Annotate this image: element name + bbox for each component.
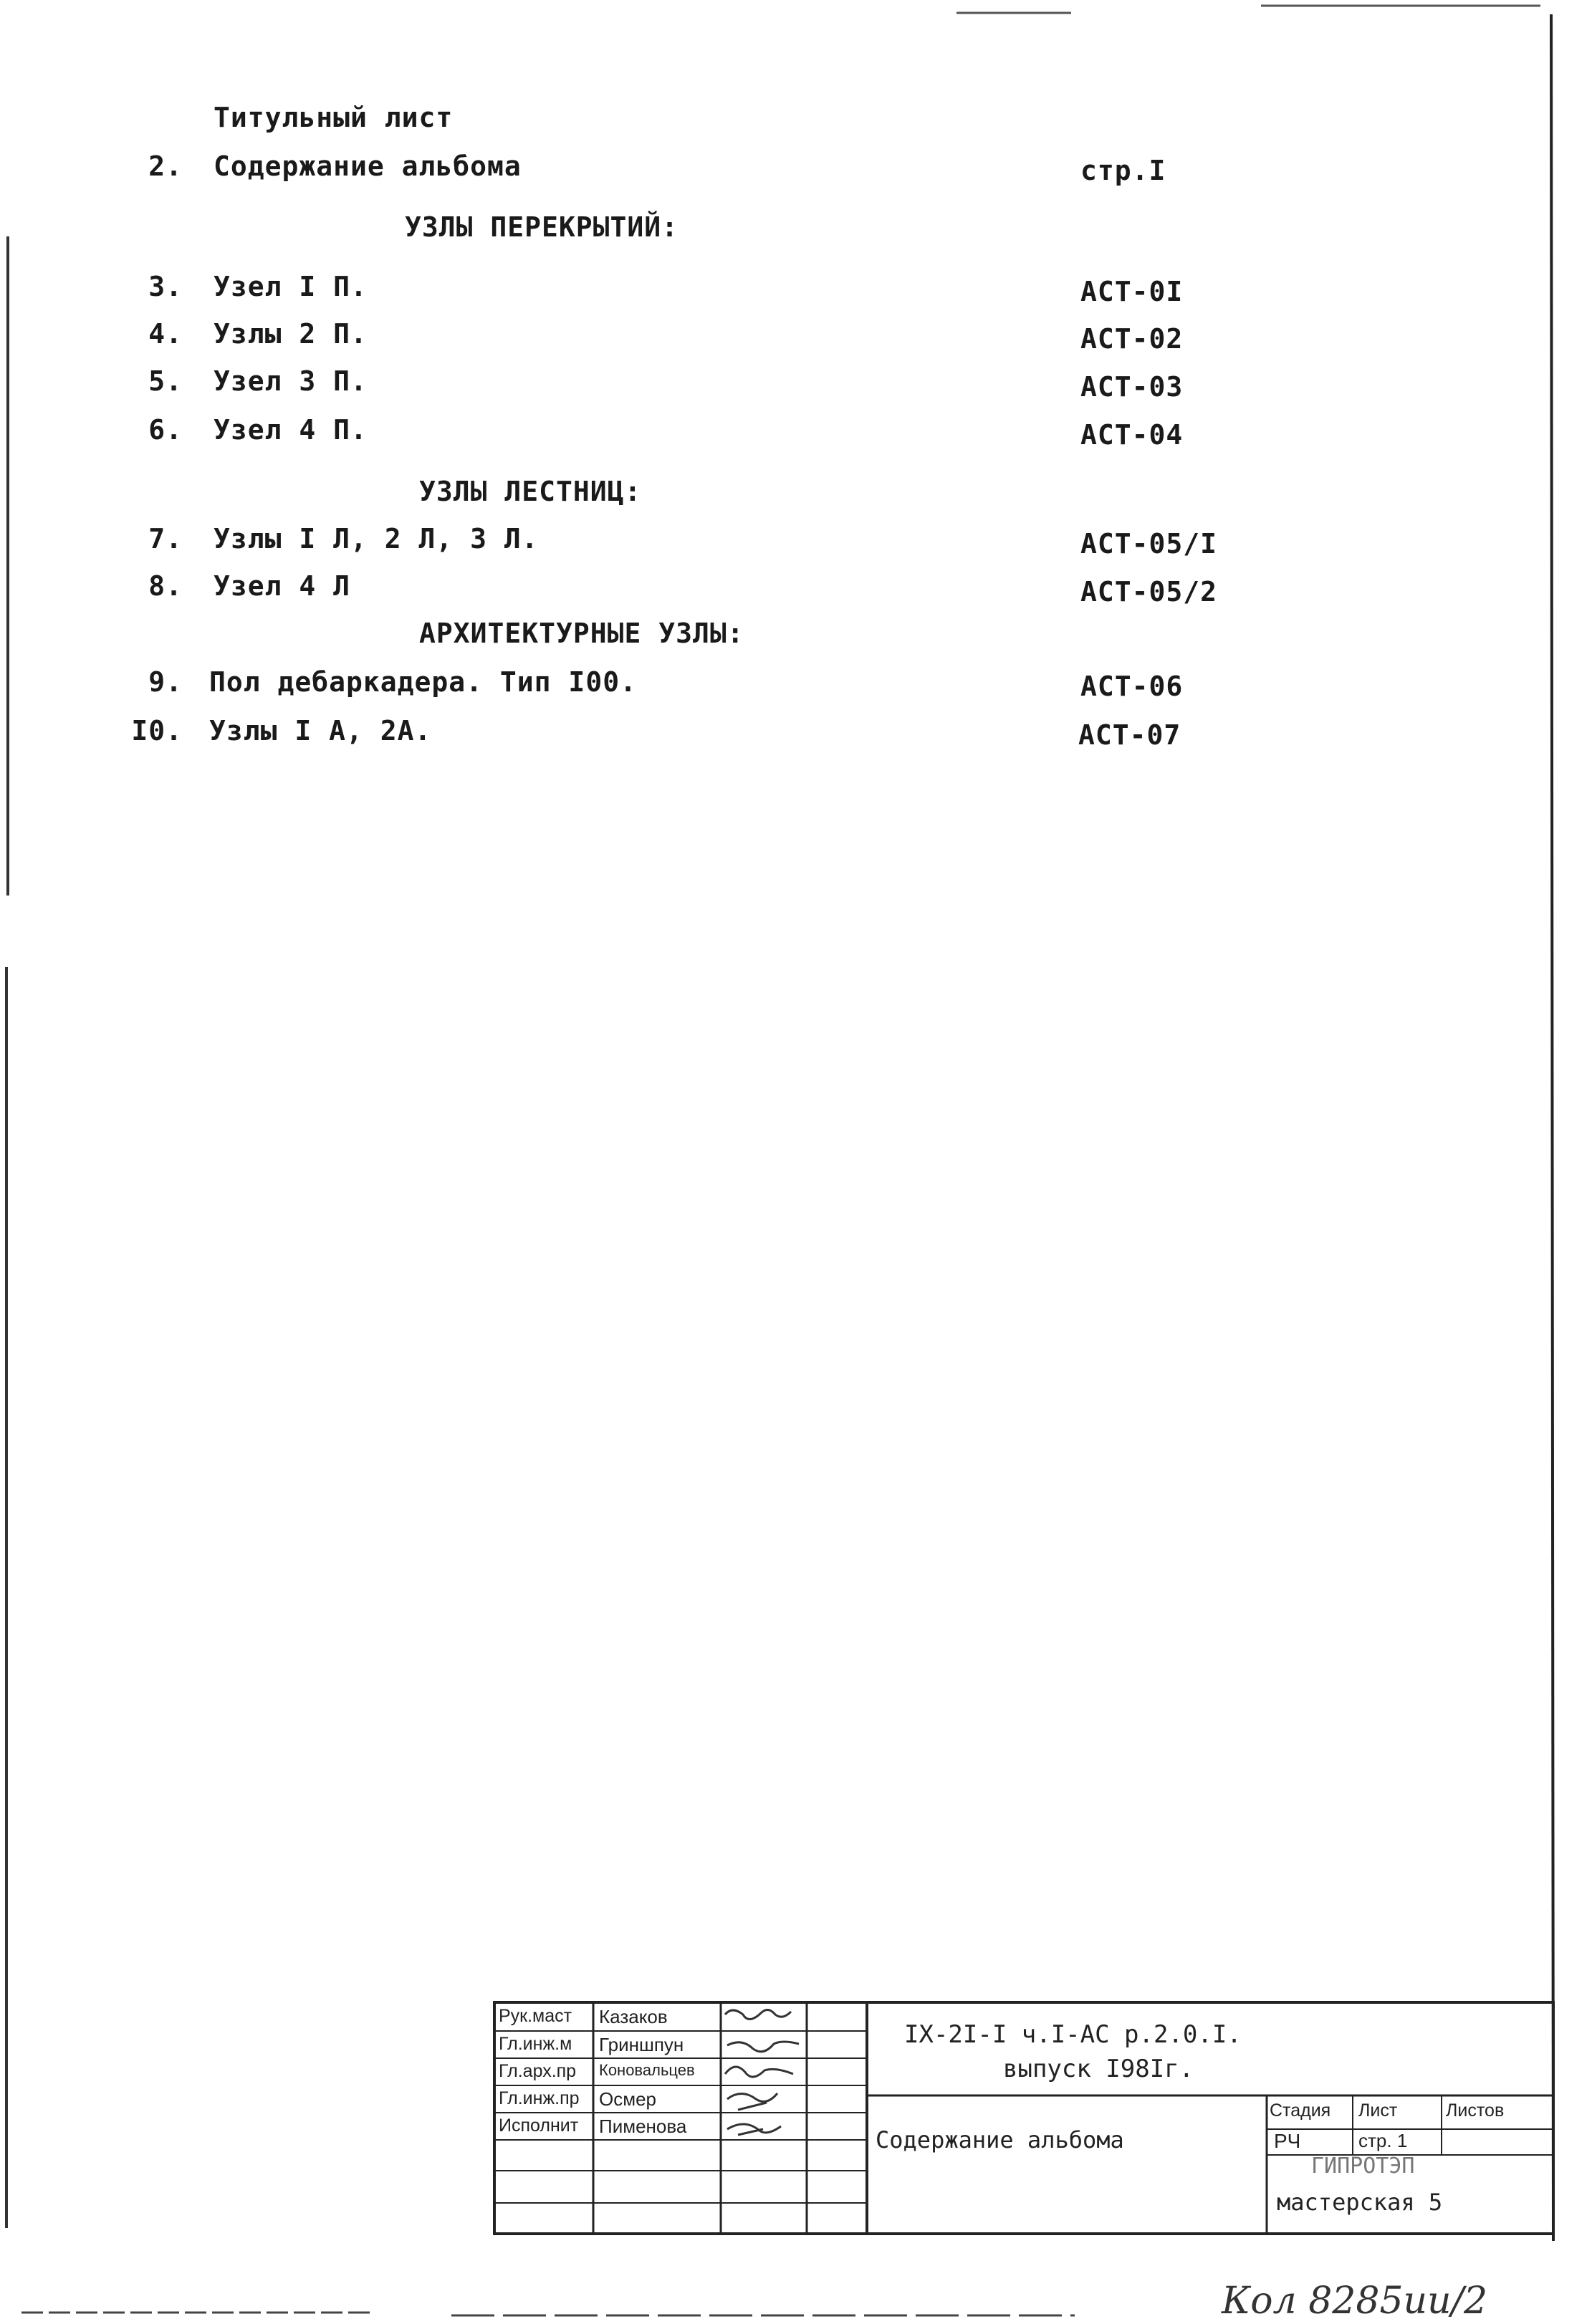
col-stage-header: Стадия [1270,2100,1331,2121]
toc-item-text: Узел 3 П. [214,365,368,397]
toc-item-number: 2. [148,150,183,182]
col-sheets-header: Листов [1446,2100,1505,2121]
stamp-role: Рук.маст [499,2006,572,2026]
toc-item-ref: АСТ-06 [1080,671,1184,702]
stamp-role: Гл.инж.м [499,2034,572,2054]
stamp-name: Пименова [599,2116,687,2137]
toc-item-text: Пол дебаркадера. Тип I00. [209,666,637,698]
toc-item-ref: АСТ-07 [1078,719,1181,751]
stamp-name: Коновальцев [599,2061,695,2079]
document-code: IX-2I-I ч.I-АС р.2.0.I. [904,2020,1242,2049]
col-sheet-header: Лист [1358,2100,1398,2121]
toc-item-number: 8. [148,570,183,602]
stamp-name: Гриншпун [599,2034,684,2055]
stamp-role: Гл.инж.пр [499,2088,580,2108]
toc-item-ref: АСТ-03 [1080,371,1184,403]
handwritten-note: Кол 8285ии/2 [1222,2280,1488,2323]
toc-item-ref: АСТ-0I [1080,276,1184,307]
toc-item-text: Узел I П. [214,271,368,302]
toc-item-number: 9. [148,666,183,698]
sheet-value: стр. 1 [1358,2130,1408,2151]
stamp-name: Казаков [599,2006,668,2027]
toc-item-number: I0. [131,715,183,746]
stamp-role: Гл.арх.пр [499,2061,577,2081]
title-page-entry: Титульный лист [214,102,454,133]
toc-item-text: Содержание альбома [214,150,522,182]
section-heading: УЗЛЫ ПЕРЕКРЫТИЙ: [405,211,679,243]
section-heading: УЗЛЫ ЛЕСТНИЦ: [419,476,642,507]
toc-item-text: Узел 4 П. [214,414,368,446]
toc-item-text: Узел 4 Л [214,570,351,602]
toc-item-ref: АСТ-05/I [1080,528,1218,560]
toc-item-text: Узлы 2 П. [214,318,368,350]
toc-item-ref: АСТ-05/2 [1080,576,1218,608]
stamp-name: Осмер [599,2088,657,2110]
toc-item-number: 3. [148,271,183,302]
workshop: мастерская 5 [1277,2189,1443,2216]
toc-item-ref: АСТ-04 [1080,419,1184,451]
stamp-role: Исполнит [499,2116,579,2136]
toc-item-number: 5. [148,365,183,397]
toc-item-number: 7. [148,523,183,554]
stage-value: РЧ [1274,2130,1301,2152]
toc-item-number: 4. [148,318,183,350]
issue-year: выпуск I98Iг. [1003,2055,1194,2083]
organization: ГИПРОТЭП [1311,2153,1415,2179]
sheet-title: Содержание альбома [876,2126,1124,2153]
toc-item-ref: АСТ-02 [1080,323,1184,355]
toc-item-ref: стр.I [1080,155,1166,186]
toc-item-text: Узлы I А, 2А. [209,715,432,746]
toc-item-number: 6. [148,414,183,446]
toc-item-text: Узлы I Л, 2 Л, 3 Л. [214,523,539,554]
section-heading: АРХИТЕКТУРНЫЕ УЗЛЫ: [419,618,744,649]
